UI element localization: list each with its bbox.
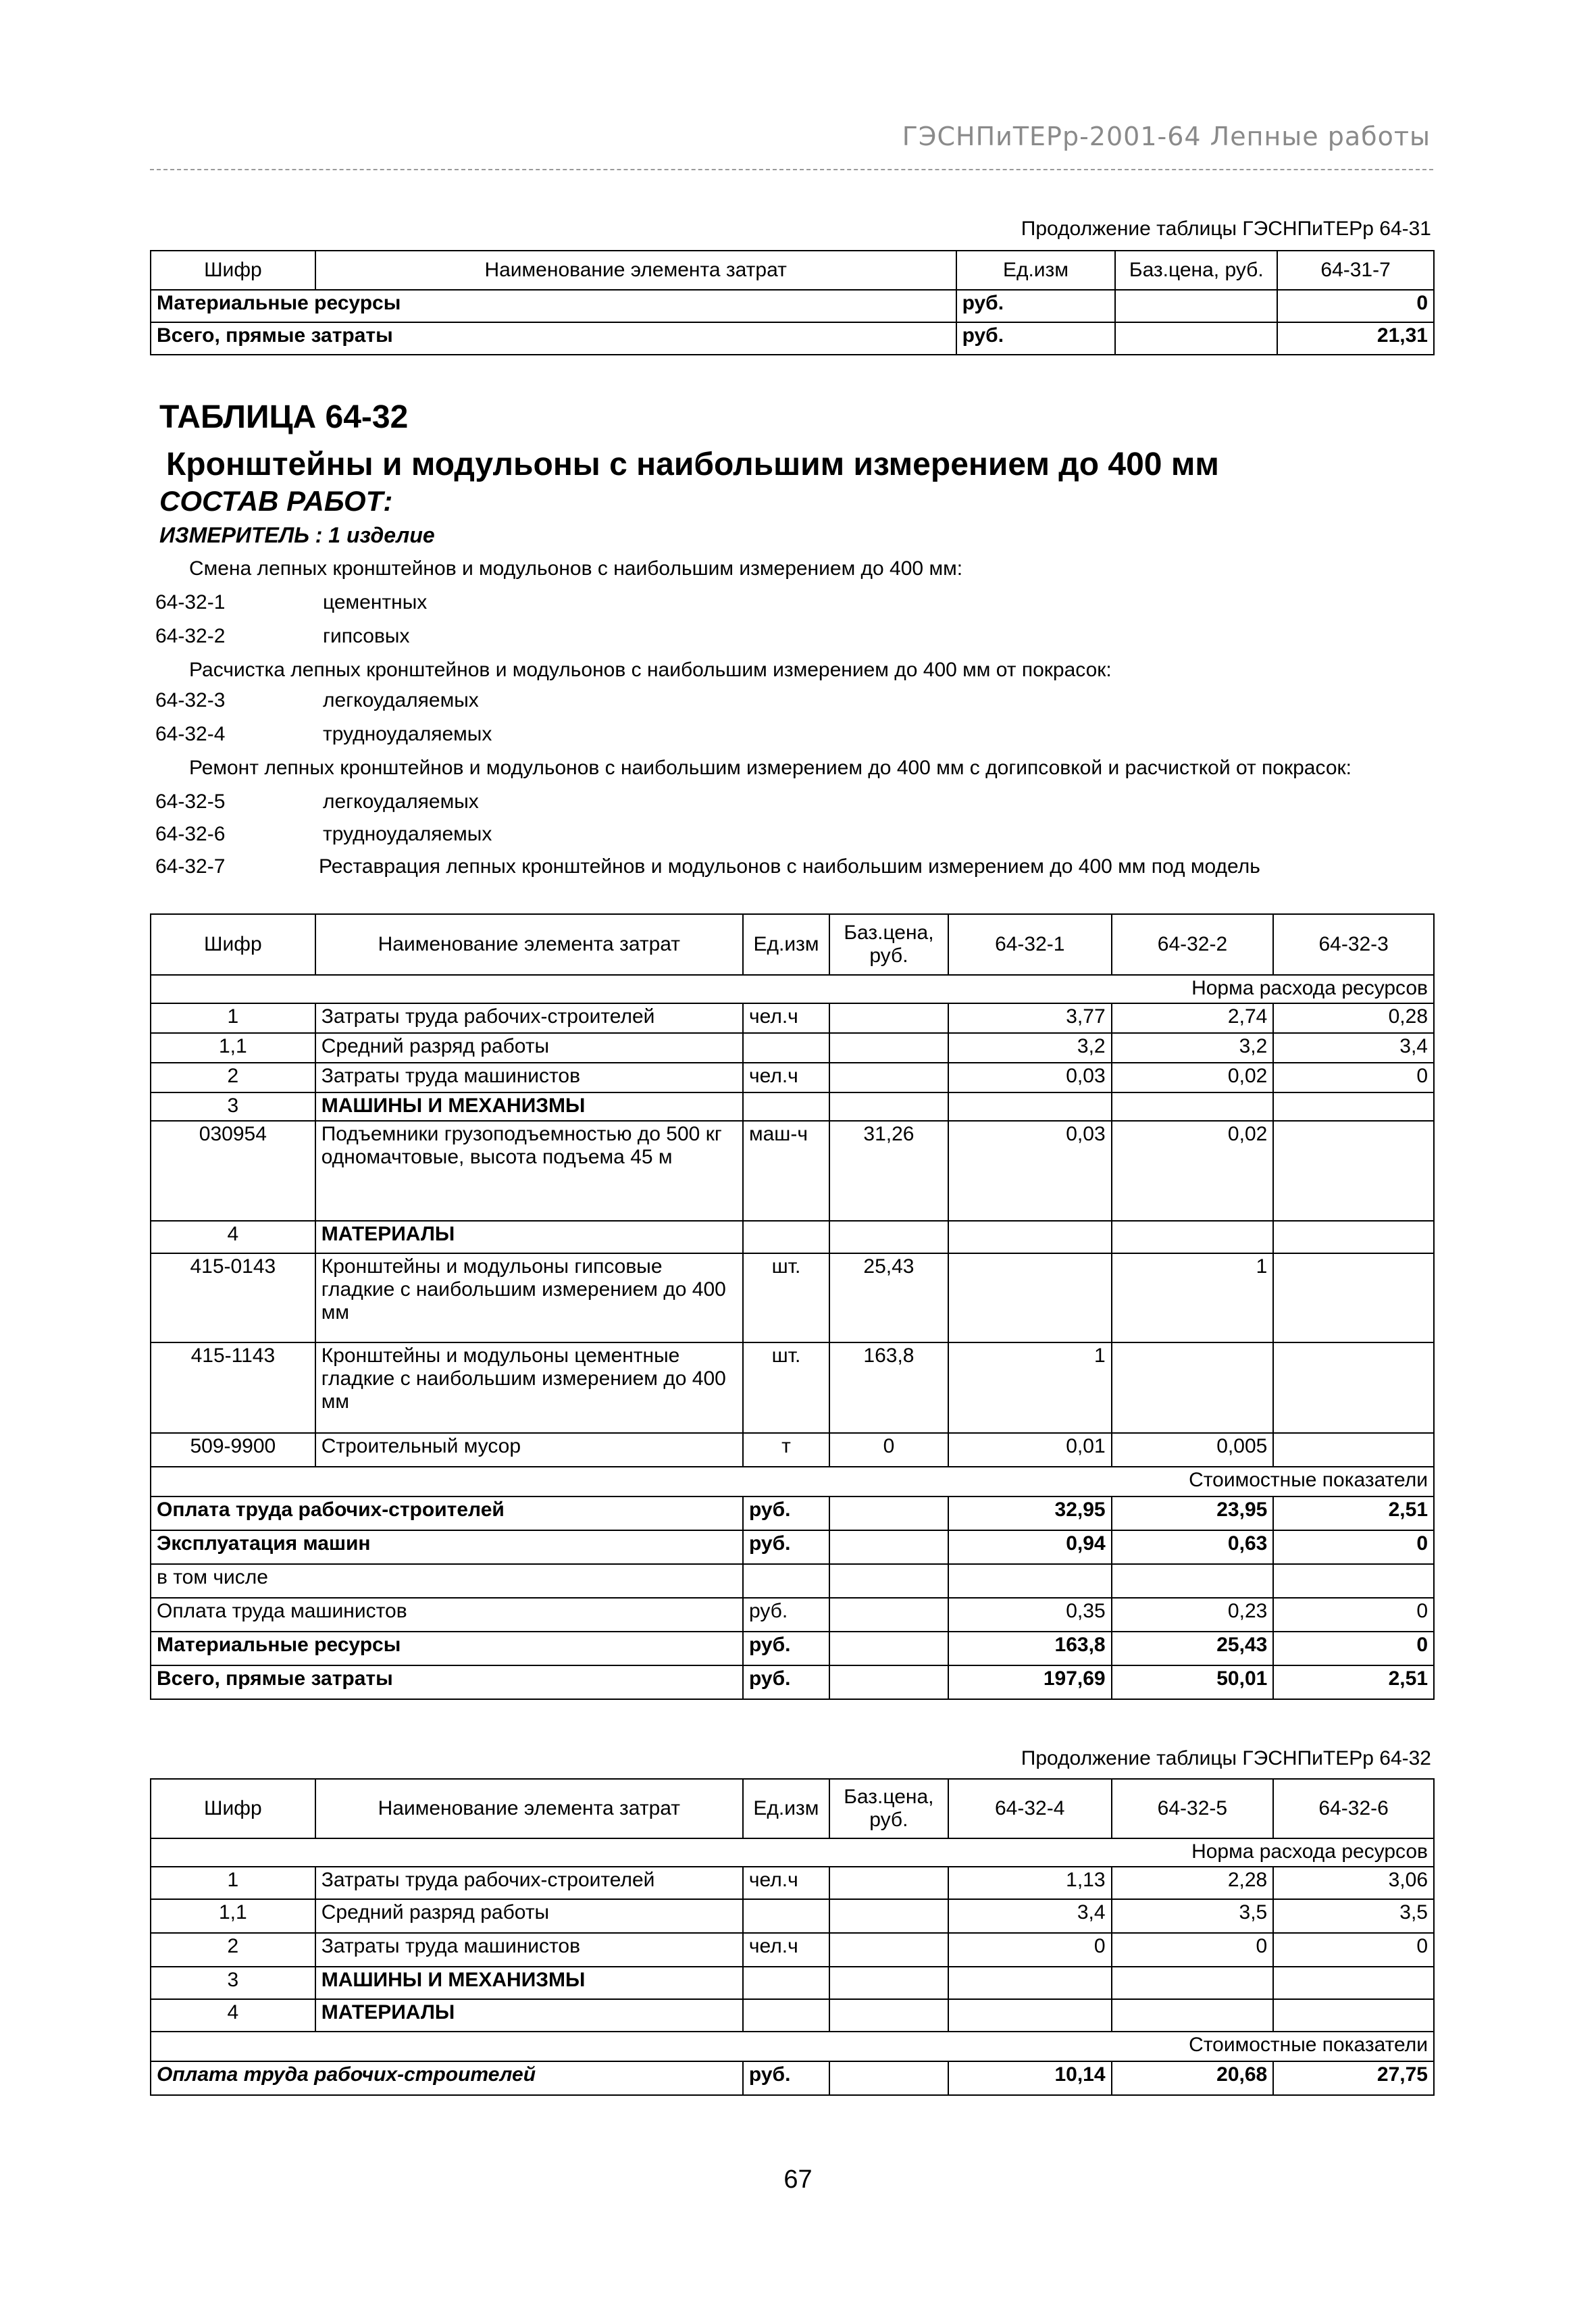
row-value: 0: [1277, 290, 1434, 322]
table-row: [151, 1933, 1434, 1967]
table-row: [151, 1253, 1434, 1342]
norm-section-label: Норма расхода ресурсов: [151, 975, 1434, 1003]
row-name: Кронштейны и модульоны цементные гладкие с наибольшим измерением до 400 мм: [315, 1342, 743, 1433]
row-code: 4: [151, 1221, 315, 1253]
table-row: [151, 1342, 1434, 1433]
row-price: [829, 1063, 948, 1092]
col-header-price: Баз.цена, руб.: [1115, 251, 1277, 290]
section-row-machines: [151, 1092, 1434, 1121]
col-header-code: Шифр: [151, 1779, 315, 1838]
row-name: Всего, прямые затраты: [151, 1665, 743, 1699]
table-row: [151, 1899, 1434, 1933]
row-unit: шт.: [743, 1342, 829, 1433]
row-price: [829, 1003, 948, 1033]
col-header-code: Шифр: [151, 251, 315, 290]
row-name: МАТЕРИАЛЫ: [315, 1221, 743, 1253]
row-unit: [743, 1033, 829, 1063]
row-name: Оплата труда рабочих-строителей: [151, 2061, 743, 2095]
col-header-price: Баз.цена, руб.: [829, 1779, 948, 1838]
row-unit: руб.: [956, 322, 1116, 355]
row-name: Средний разряд работы: [315, 1899, 743, 1933]
row-value-2: 23,95: [1112, 1496, 1274, 1530]
row-code: 1: [151, 1003, 315, 1033]
row-value: 21,31: [1277, 322, 1434, 355]
row-value-2: 3,2: [1112, 1033, 1274, 1063]
section-row-materials: [151, 1221, 1434, 1253]
row-name: Оплата труда рабочих-строителей: [151, 1496, 743, 1530]
col-header-price: Баз.цена, руб.: [829, 914, 948, 975]
work-desc: трудноудаляемых: [323, 723, 492, 745]
row-value-3: [1273, 1342, 1434, 1433]
row-value-3: [1273, 1253, 1434, 1342]
col-header-64-32-1: 64-32-1: [948, 914, 1112, 975]
row-value-3: 2,51: [1273, 1665, 1434, 1699]
row-name: Затраты труда машинистов: [315, 1933, 743, 1967]
row-value-2: 2,28: [1112, 1867, 1274, 1899]
row-value-3: 3,5: [1273, 1899, 1434, 1933]
row-unit: руб.: [743, 1530, 829, 1564]
row-value-3: 0: [1273, 1063, 1434, 1092]
row-code: 415-1143: [151, 1342, 315, 1433]
table-row: [151, 1121, 1434, 1221]
row-value-3: 0: [1273, 1530, 1434, 1564]
col-header-name: Наименование элемента затрат: [315, 914, 743, 975]
work-code: 64-32-2: [155, 625, 226, 647]
work-desc: гипсовых: [323, 625, 410, 647]
cost-section-label: Стоимостные показатели: [151, 2032, 1434, 2061]
row-value-3: 0: [1273, 1933, 1434, 1967]
row-code: 2: [151, 1933, 315, 1967]
col-header-unit: Ед.изм: [743, 914, 829, 975]
norm-section-row: [151, 975, 1434, 1003]
works-group-1: Смена лепных кронштейнов и модульонов с наибольшим измерением до 400 мм:: [189, 557, 963, 580]
row-price: 25,43: [829, 1253, 948, 1342]
row-value-2: 50,01: [1112, 1665, 1274, 1699]
row-unit: маш-ч: [743, 1121, 829, 1221]
row-value-2: 0,63: [1112, 1530, 1274, 1564]
row-code: 1,1: [151, 1033, 315, 1063]
table-64-31: [150, 250, 1435, 355]
work-code: 64-32-7: [155, 855, 226, 878]
row-value-2: 2,74: [1112, 1003, 1274, 1033]
meter-label: ИЗМЕРИТЕЛЬ : 1 изделие: [159, 523, 435, 547]
row-value-3: 3,06: [1273, 1867, 1434, 1899]
row-name: Затраты труда рабочих-строителей: [315, 1867, 743, 1899]
row-code: 415-0143: [151, 1253, 315, 1342]
row-name: Средний разряд работы: [315, 1033, 743, 1063]
row-name: Строительный мусор: [315, 1433, 743, 1467]
row-value-2: 0: [1112, 1933, 1274, 1967]
row-value-1: 0,01: [948, 1433, 1112, 1467]
cost-row: [151, 1598, 1434, 1632]
row-value-3: 3,4: [1273, 1033, 1434, 1063]
row-value-2: 1: [1112, 1253, 1274, 1342]
cost-row: [151, 1665, 1434, 1699]
table-title: ТАБЛИЦА 64-32: [159, 399, 409, 435]
work-desc: цементных: [323, 591, 428, 613]
cont-caption: Продолжение таблицы ГЭСНПиТЕРр 64-32: [1021, 1747, 1431, 1769]
row-unit: руб.: [743, 2061, 829, 2095]
work-code: 64-32-6: [155, 823, 226, 845]
row-name: Материальные ресурсы: [151, 1632, 743, 1665]
row-unit: т: [743, 1433, 829, 1467]
row-name: Эксплуатация машин: [151, 1530, 743, 1564]
row-name: Затраты труда машинистов: [315, 1063, 743, 1092]
row-code: 1,1: [151, 1899, 315, 1933]
row-unit: руб.: [743, 1598, 829, 1632]
cost-section-row: [151, 2032, 1434, 2061]
table-header-row: [151, 914, 1434, 975]
row-unit: чел.ч: [743, 1933, 829, 1967]
work-desc: легкоудаляемых: [323, 689, 479, 711]
row-name: МАТЕРИАЛЫ: [315, 1999, 743, 2032]
cost-row: [151, 1530, 1434, 1564]
row-unit: чел.ч: [743, 1003, 829, 1033]
row-value-2: 25,43: [1112, 1632, 1274, 1665]
row-value-1: 3,4: [948, 1899, 1112, 1933]
row-value-2: 0,23: [1112, 1598, 1274, 1632]
row-value-3: [1273, 1121, 1434, 1221]
table-row: [151, 1003, 1434, 1033]
cost-row: [151, 1496, 1434, 1530]
norm-section-label: Норма расхода ресурсов: [151, 1838, 1434, 1867]
row-name: Подъемники грузоподъемностью до 500 кг одномачтовые, высота подъема 45 м: [315, 1121, 743, 1221]
cost-row: [151, 2061, 1434, 2095]
col-header-norm: 64-31-7: [1277, 251, 1434, 290]
col-header-64-32-5: 64-32-5: [1112, 1779, 1274, 1838]
header-rule: [150, 169, 1433, 170]
row-value-1: 0: [948, 1933, 1112, 1967]
row-value-1: 3,2: [948, 1033, 1112, 1063]
table-row: [151, 290, 1434, 322]
row-value-2: 0,005: [1112, 1433, 1274, 1467]
row-name: Оплата труда машинистов: [151, 1598, 743, 1632]
work-code: 64-32-4: [155, 723, 226, 745]
table-row: [151, 1867, 1434, 1899]
row-price: 163,8: [829, 1342, 948, 1433]
row-value-2: 20,68: [1112, 2061, 1274, 2095]
section-row-machines: [151, 1967, 1434, 1999]
section-row-materials: [151, 1999, 1434, 2032]
col-header-name: Наименование элемента затрат: [315, 251, 956, 290]
row-value-3: 2,51: [1273, 1496, 1434, 1530]
row-value-1: 0,03: [948, 1121, 1112, 1221]
row-value-1: 0,35: [948, 1598, 1112, 1632]
norm-section-row: [151, 1838, 1434, 1867]
col-header-unit: Ед.изм: [743, 1779, 829, 1838]
works-group-3: Ремонт лепных кронштейнов и модульонов с наибольшим измерением до 400 мм с догипсовкой и расчисткой от покрасок:: [189, 757, 1352, 779]
col-header-64-32-2: 64-32-2: [1112, 914, 1274, 975]
table-row: [151, 322, 1434, 355]
row-value-1: 3,77: [948, 1003, 1112, 1033]
row-value-1: 10,14: [948, 2061, 1112, 2095]
row-name: Всего, прямые затраты: [151, 322, 956, 355]
row-code: 2: [151, 1063, 315, 1092]
row-price: 0: [829, 1433, 948, 1467]
row-value-1: 1,13: [948, 1867, 1112, 1899]
table-subtitle: Кронштейны и модульоны с наибольшим измерением до 400 мм: [166, 447, 1219, 482]
row-value-2: 3,5: [1112, 1899, 1274, 1933]
row-price: 31,26: [829, 1121, 948, 1221]
page-number: 67: [783, 2165, 813, 2194]
row-unit: руб.: [743, 1632, 829, 1665]
work-desc: легкоудаляемых: [323, 790, 479, 813]
row-value-2: 0,02: [1112, 1063, 1274, 1092]
row-value-1: 163,8: [948, 1632, 1112, 1665]
row-value-1: 0,94: [948, 1530, 1112, 1564]
cost-row: [151, 1564, 1434, 1598]
row-name: МАШИНЫ И МЕХАНИЗМЫ: [315, 1092, 743, 1121]
row-price: [1115, 322, 1277, 355]
row-name: в том числе: [151, 1564, 743, 1598]
row-unit: руб.: [956, 290, 1116, 322]
work-desc: Реставрация лепных кронштейнов и модульонов с наибольшим измерением до 400 мм под модель: [319, 855, 1260, 878]
work-desc: трудноудаляемых: [323, 823, 492, 845]
row-value-3: 0: [1273, 1598, 1434, 1632]
cost-row: [151, 1632, 1434, 1665]
row-name: Кронштейны и модульоны гипсовые гладкие с наибольшим измерением до 400 мм: [315, 1253, 743, 1342]
row-code: 3: [151, 1092, 315, 1121]
running-head: ГЭСНПиТЕРр-2001-64 Лепные работы: [902, 122, 1431, 151]
table-64-32-continued: [150, 1778, 1435, 2096]
row-unit: чел.ч: [743, 1867, 829, 1899]
work-code: 64-32-3: [155, 689, 226, 711]
row-code: 1: [151, 1867, 315, 1899]
row-value-2: [1112, 1342, 1274, 1433]
row-value-1: 32,95: [948, 1496, 1112, 1530]
table-64-32: [150, 913, 1435, 1700]
row-name: Затраты труда рабочих-строителей: [315, 1003, 743, 1033]
row-value-1: [948, 1253, 1112, 1342]
table-header-row: [151, 1779, 1434, 1838]
cost-section-row: [151, 1467, 1434, 1496]
t31-caption: Продолжение таблицы ГЭСНПиТЕРр 64-31: [1021, 218, 1431, 240]
work-code: 64-32-5: [155, 790, 226, 813]
row-value-1: 0,03: [948, 1063, 1112, 1092]
row-value-3: 27,75: [1273, 2061, 1434, 2095]
row-unit: руб.: [743, 1496, 829, 1530]
row-value-1: 1: [948, 1342, 1112, 1433]
cost-section-label: Стоимостные показатели: [151, 1467, 1434, 1496]
col-header-code: Шифр: [151, 914, 315, 975]
row-value-3: [1273, 1433, 1434, 1467]
row-code: 4: [151, 1999, 315, 2032]
row-name: Материальные ресурсы: [151, 290, 956, 322]
row-code: 3: [151, 1967, 315, 1999]
table-row: [151, 1063, 1434, 1092]
col-header-name: Наименование элемента затрат: [315, 1779, 743, 1838]
composition-label: СОСТАВ РАБОТ:: [159, 485, 393, 517]
row-value-2: 0,02: [1112, 1121, 1274, 1221]
row-unit: чел.ч: [743, 1063, 829, 1092]
row-value-1: 197,69: [948, 1665, 1112, 1699]
table-header-row: [151, 251, 1434, 290]
row-unit: шт.: [743, 1253, 829, 1342]
col-header-64-32-4: 64-32-4: [948, 1779, 1112, 1838]
row-value-3: 0,28: [1273, 1003, 1434, 1033]
row-name: МАШИНЫ И МЕХАНИЗМЫ: [315, 1967, 743, 1999]
work-code: 64-32-1: [155, 591, 226, 613]
col-header-64-32-6: 64-32-6: [1273, 1779, 1434, 1838]
works-group-2: Расчистка лепных кронштейнов и модульонов с наибольшим измерением до 400 мм от покрасок:: [189, 659, 1112, 681]
row-unit: руб.: [743, 1665, 829, 1699]
row-price: [829, 1033, 948, 1063]
col-header-unit: Ед.изм: [956, 251, 1116, 290]
row-code: 030954: [151, 1121, 315, 1221]
table-row: [151, 1033, 1434, 1063]
row-code: 509-9900: [151, 1433, 315, 1467]
table-row: [151, 1433, 1434, 1467]
row-price: [1115, 290, 1277, 322]
col-header-64-32-3: 64-32-3: [1273, 914, 1434, 975]
row-value-3: 0: [1273, 1632, 1434, 1665]
